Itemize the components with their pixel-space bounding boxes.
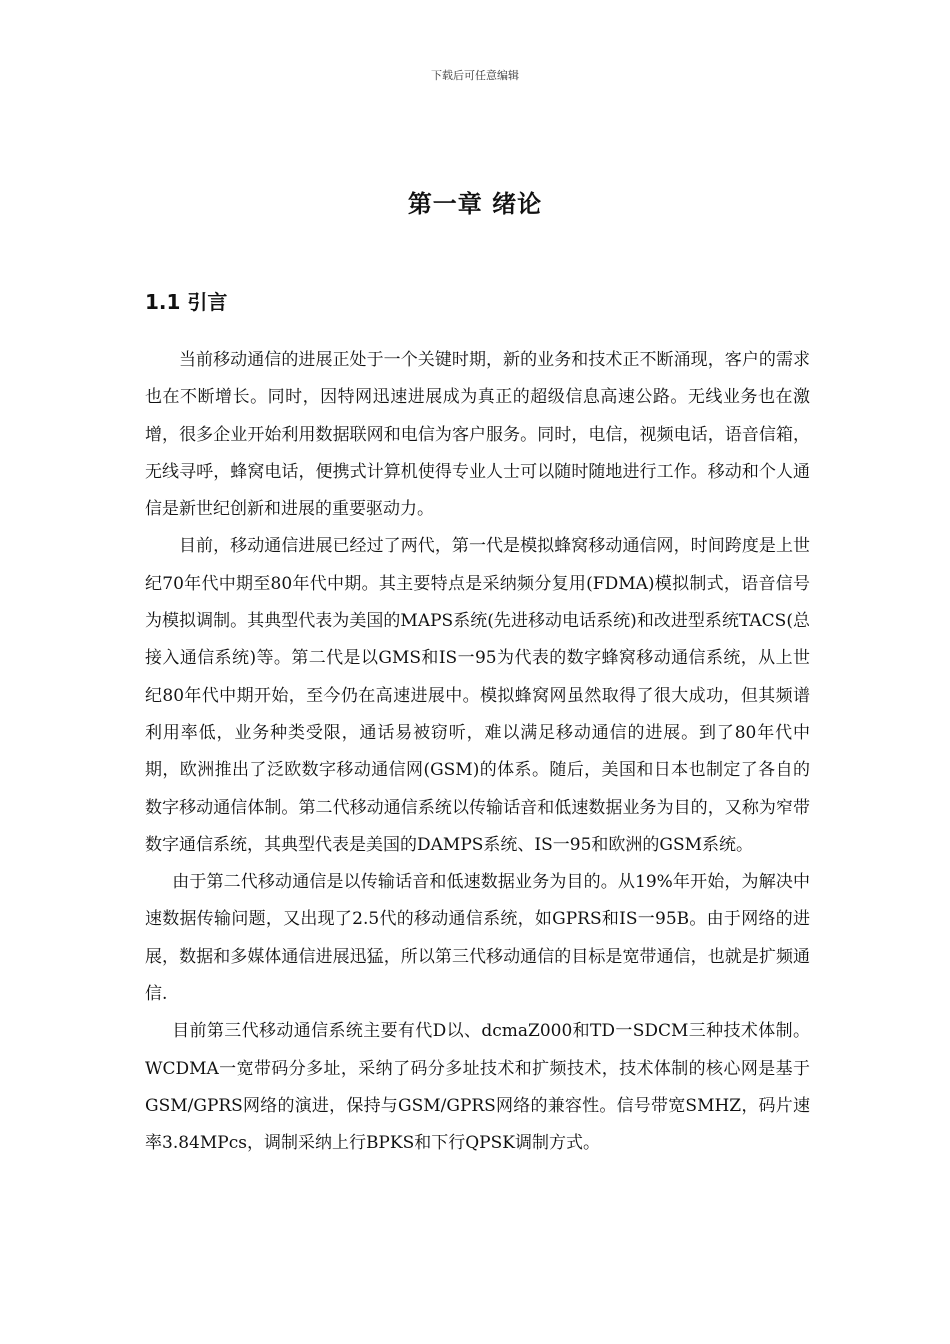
section-title: 1.1 引言 xyxy=(145,290,228,314)
body-text xyxy=(145,342,810,1163)
paragraph: 当前移动通信的进展正处于一个关键时期，新的业务和技术正不断涌现，客户的需求也在不断增长。同时，因特网迅速进展成为真正的超级信息高速公路。无线业务也在激增，很多企业开始利用数据联网和电信为客户服务。同时，电信，视频电话，语音信箱，无线寻呼，蜂窝电话，便携式计算机使得专业人士可以随时随地进行工作。移动和个人通信是新世纪创新和进展的重要驱动力。 xyxy=(145,350,810,520)
paragraph: 由于第二代移动通信是以传输话音和低速数据业务为目的。从19%年开始，为解决中速数据传输问题，又出现了2.5代的移动通信系统，如GPRS和IS一95B。由于网络的进展，数据和多媒体通信进展迅猛，所以第三代移动通信的目标是宽带通信，也就是扩频通信. xyxy=(145,872,810,1005)
paragraph: 目前第三代移动通信系统主要有代D以、dcmaZ000和TD一SDCM三种技术体制。WCDMA一宽带码分多址，采纳了码分多址技术和扩频技术，技术体制的核心网是基于GSM/GPRS网络的演进，保持与GSM/GPRS网络的兼容性。信号带宽SMHZ，码片速率3.84MPcs，调制采纳上行BPKS和下行QPSK调制方式。 xyxy=(145,1021,810,1154)
paragraph: 目前，移动通信进展已经过了两代，第一代是模拟蜂窝移动通信网，时间跨度是上世纪70年代中期至80年代中期。其主要特点是采纳频分复用(FDMA)模拟制式，语音信号为模拟调制。其典型代表为美国的MAPS系统(先进移动电话系统)和改进型系统TACS(总接入通信系统)等。第二代是以GMS和IS一95为代表的数字蜂窝移动通信系统，从上世纪80年代中期开始，至今仍在高速进展中。模拟蜂窝网虽然取得了很大成功，但其频谱利用率低，业务种类受限，通话易被窃听，难以满足移动通信的进展。到了80年代中期，欧洲推出了泛欧数字移动通信网(GSM)的体系。随后，美国和日本也制定了各自的数字移动通信体制。第二代移动通信系统以传输话音和低速数据业务为目的，又称为窄带数字通信系统，其典型代表是美国的DAMPS系统、IS一95和欧洲的GSM系统。 xyxy=(145,536,810,855)
header-note: 下载后可任意编辑 xyxy=(431,69,519,82)
chapter-title: 第一章 绪论 xyxy=(407,190,543,218)
